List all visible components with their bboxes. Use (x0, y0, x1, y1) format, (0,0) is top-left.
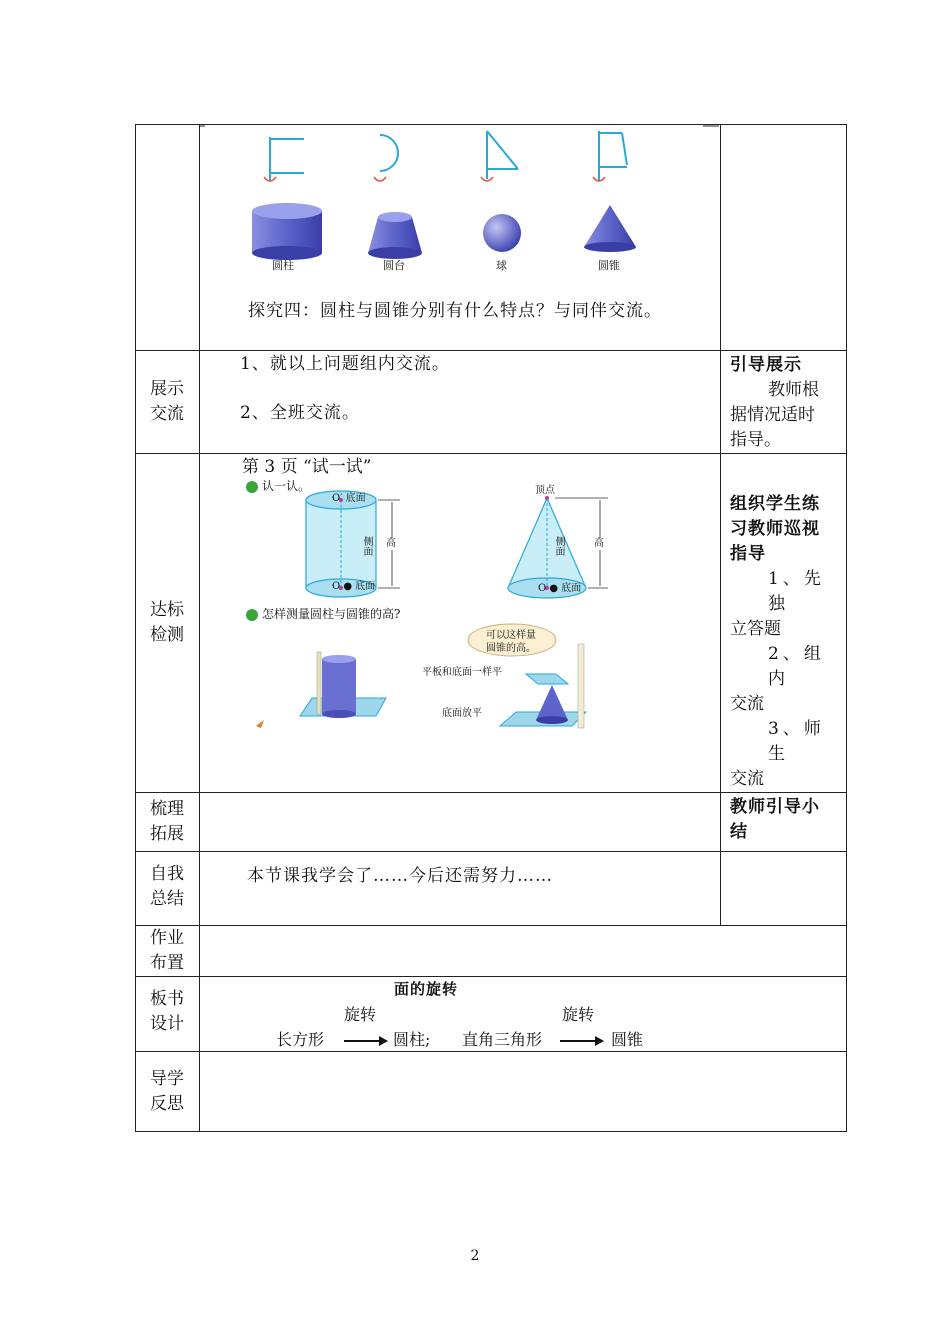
note-plate-flat: 平板和底面一样平 (422, 667, 502, 678)
row3-note-line5: 3、师生 (768, 719, 825, 764)
row5-note-cell (721, 852, 847, 926)
row3-label-line2: 检测 (150, 625, 184, 645)
sub-heading-measure: 怎样测量圆柱与圆锥的高? (262, 607, 401, 621)
row5-label (136, 852, 200, 926)
row1-label-cell (136, 125, 200, 351)
self-summary-text: 本节课我学会了……今后还需努力…… (247, 866, 553, 886)
row2-content-cell (200, 351, 721, 454)
row6-content-cell (200, 926, 847, 977)
row4-note-line1: 教师引导小 (730, 797, 820, 817)
row3-label (136, 454, 200, 793)
cyl-side-label: 侧面 (361, 536, 372, 556)
board-to1: 圆柱; (393, 1030, 431, 1049)
row6-label-line2: 布置 (150, 953, 184, 973)
semicircle-rotation-icon (374, 135, 398, 181)
row3-note-line3: 2、组内 (768, 644, 825, 689)
triangle-rotation-icon (481, 131, 518, 181)
row-assessment (136, 454, 847, 793)
row3-note-cell (721, 454, 847, 793)
row2-note-title: 引导展示 (730, 355, 802, 375)
row8-label (136, 1052, 200, 1132)
row2-label-line2: 交流 (150, 404, 184, 424)
sphere-icon (483, 214, 521, 252)
cylinder-icon (252, 203, 322, 260)
board-from1: 长方形 (276, 1030, 325, 1049)
row-summary-extend (136, 793, 847, 852)
row2-note-line1: 教师根 (768, 380, 819, 400)
cyl-top-label: O′ 底面 (332, 493, 366, 504)
cyl-bottom-label: O ● 底面 (332, 581, 376, 592)
row8-content-cell (200, 1052, 847, 1132)
trapezoid-rotation-icon (593, 131, 627, 181)
row1-content-cell (200, 125, 721, 351)
row2-label-line1: 展示 (150, 379, 184, 399)
frustum-icon (368, 212, 422, 259)
board-from2: 直角三角形 (462, 1030, 543, 1049)
note-base-flat: 底面放平 (442, 708, 482, 719)
arrow-right-icon (344, 1036, 388, 1046)
green-dot-icon (246, 609, 258, 621)
measure-cylinder-picture (300, 652, 386, 718)
shape-label-cylinder: 圆柱 (272, 259, 294, 272)
bubble-line2: 圆锥的高。 (486, 643, 536, 654)
row5-label-line2: 总结 (150, 889, 184, 909)
row2-note-line2: 据情况适时 (730, 405, 815, 425)
row3-note-line2: 立答题 (730, 619, 781, 639)
row3-label-line1: 达标 (150, 600, 184, 620)
green-dot-icon (246, 481, 258, 493)
row5-content-cell (200, 852, 721, 926)
row6-label (136, 926, 200, 977)
row-board-design (136, 977, 847, 1052)
cone-apex-label: 顶点 (535, 485, 555, 496)
row-rotation-figures (136, 125, 847, 351)
board-to2: 圆锥 (611, 1030, 644, 1049)
cyl-height-label: 高 (386, 538, 396, 549)
row8-label-line1: 导学 (150, 1068, 184, 1089)
row4-note-line2: 结 (730, 822, 748, 842)
row4-note-cell (721, 793, 847, 852)
row7-label-line2: 设计 (150, 1014, 184, 1034)
row3-content-cell (200, 454, 721, 793)
row4-label-line1: 梳理 (150, 799, 184, 819)
bubble-line1: 可以这样量 (486, 630, 536, 641)
cone-height-label: 高 (594, 538, 604, 549)
row3-note-title-line1: 组织学生练 (730, 494, 820, 514)
rectangle-rotation-icon (264, 137, 304, 181)
shape-label-frustum: 圆台 (383, 259, 405, 272)
row2-note-line3: 指导。 (730, 430, 781, 450)
row2-note-cell (721, 351, 847, 454)
shape-label-cone: 圆锥 (598, 259, 620, 272)
row3-note-title-line3: 指导 (730, 544, 766, 564)
row-homework (136, 926, 847, 977)
cone-icon (584, 205, 636, 252)
board-rotate2: 旋转 (562, 1005, 595, 1024)
cone-bottom-label: O ● 底面 (538, 583, 582, 594)
arrow-right-icon (560, 1036, 604, 1046)
board-arrows (200, 977, 911, 1052)
leaf-icon (256, 720, 264, 728)
row3-note-line6: 交流 (730, 769, 764, 789)
row4-label-line2: 拓展 (150, 824, 184, 844)
question-text: 探究四：圆柱与圆锥分别有什么特点？与同伴交流。 (248, 301, 662, 321)
row-self-summary (136, 852, 847, 926)
row7-content-cell (200, 977, 847, 1052)
row2-line2: 2、全班交流。 (240, 403, 360, 423)
row-reflection (136, 1052, 847, 1132)
row1-note-cell (721, 125, 847, 351)
row7-label (136, 977, 200, 1052)
row4-label (136, 793, 200, 852)
lesson-plan-table (135, 124, 847, 1132)
row2-line1: 1、就以上问题组内交流。 (240, 354, 450, 374)
row6-label-line1: 作业 (150, 928, 184, 948)
board-title: 面的旋转 (394, 980, 459, 998)
row5-label-line1: 自我 (150, 864, 184, 884)
row3-note-line4: 交流 (730, 694, 764, 714)
page-number: 2 (470, 1248, 480, 1264)
row3-note-title-line2: 习教师巡视 (730, 519, 820, 539)
sub-heading-recognize: 认一认。 (262, 479, 311, 493)
cone-side-label: 侧面 (553, 536, 564, 556)
row2-label (136, 351, 200, 454)
board-rotate1: 旋转 (344, 1005, 377, 1024)
row8-label-line2: 反思 (150, 1093, 184, 1114)
row3-heading: 第 3 页 “试一试” (242, 457, 372, 477)
row3-note-line1: 1、先独 (768, 569, 825, 614)
row7-label-line1: 板书 (150, 989, 184, 1009)
shape-label-sphere: 球 (496, 259, 507, 272)
row4-content-cell (200, 793, 721, 852)
row-display-exchange (136, 351, 847, 454)
